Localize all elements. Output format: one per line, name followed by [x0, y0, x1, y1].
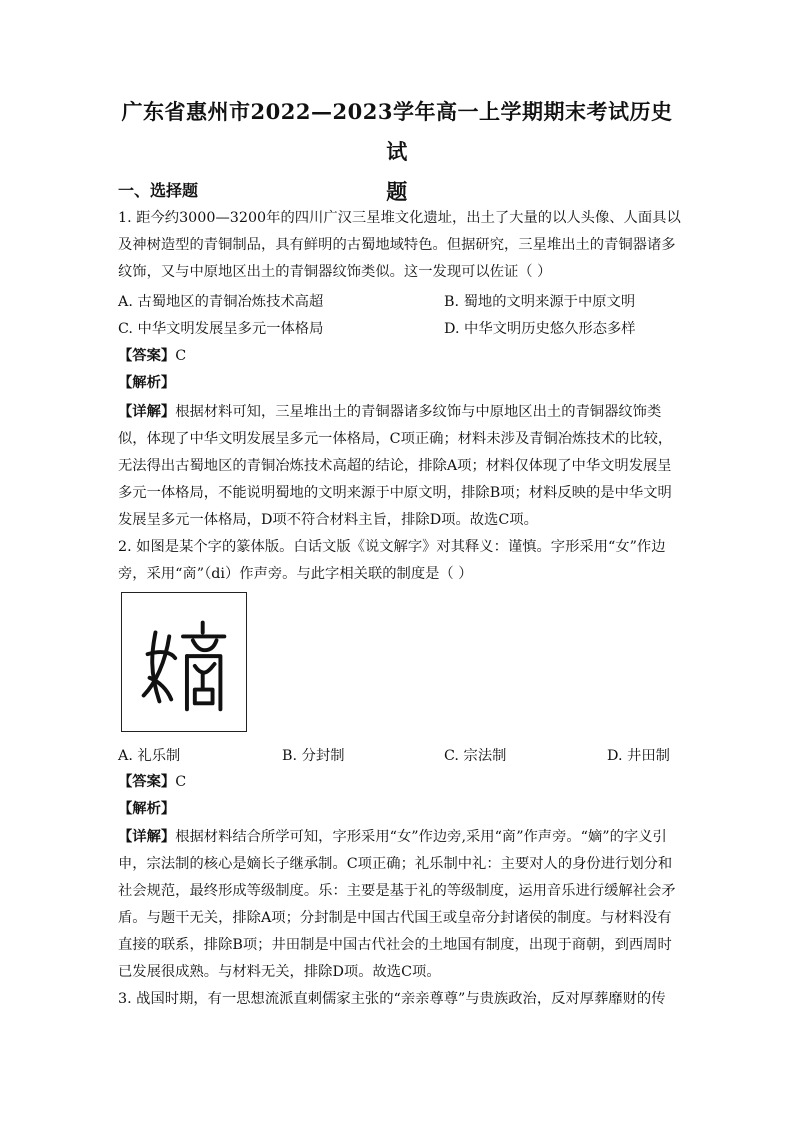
question-line: 及神树造型的青铜制品，具有鲜明的古蜀地域特色。但据研究，三星堆出土的青铜器诸多 — [118, 237, 676, 253]
question-line: 1. 距今约3000—3200年的四川广汉三星堆文化遗址，出土了大量的以人头像、人面具以 — [118, 210, 681, 226]
detail-line: 似，体现了中华文明发展呈多元一体格局，C项正确；材料未涉及青铜冶炼技术的比较， — [118, 431, 673, 447]
q2-option-c: C. 宗法制 — [444, 748, 507, 764]
detail-line: 【详解】根据材料可知，三星堆出土的青铜器诸多纹饰与中原地区出土的青铜器纹饰类 — [118, 404, 662, 420]
question-line: 3. 战国时期，有一思想流派直刺儒家主张的“亲亲尊尊”与贵族政治，反对厚葬靡财的传 — [118, 991, 666, 1007]
detail-line: 申，宗法制的核心是嫡长子继承制。C项正确；礼乐制中礼：主要对人的身份进行划分和 — [118, 856, 673, 872]
q2-analysis-label: 【解析】 — [118, 801, 176, 817]
title-line-1: 广东省惠州市2022—2023学年高一上学期期末考试历史试 — [121, 99, 673, 164]
detail-line: 直接的联系，排除B项；井田制是中国古代社会的土地国有制度，出现于商朝，到西周时 — [118, 937, 672, 953]
title-line-2: 题 — [386, 179, 408, 204]
detail-label: 【详解】 — [118, 404, 176, 420]
q1-detail — [118, 399, 678, 534]
answer-value: C — [175, 348, 187, 364]
section-heading: 一、选择题 — [118, 181, 199, 200]
q2-option-d: D. 井田制 — [607, 748, 670, 764]
question-2-stem — [118, 534, 678, 588]
answer-value: C — [175, 774, 187, 790]
detail-line: 发展呈多元一体格局，D项不符合材料主旨，排除D项。故选C项。 — [118, 512, 538, 528]
detail-line: 已发展很成熟。与材料无关，排除D项。故选C项。 — [118, 964, 441, 980]
detail-label: 【详解】 — [118, 829, 176, 845]
q2-answer — [118, 771, 186, 791]
answer-label: 【答案】 — [118, 774, 176, 790]
detail-line: 【详解】根据材料结合所学可知，字形采用“女”作边旁,采用“啇”作声旁。“嫡”的字义引 — [118, 829, 667, 845]
seal-script-character-image — [121, 592, 247, 732]
q2-detail — [118, 824, 678, 986]
q1-option-b: B. 蜀地的文明来源于中原文明 — [444, 294, 636, 310]
q1-answer — [118, 345, 186, 365]
detail-line: 盾。与题干无关，排除A项；分封制是中国古代国王或皇帝分封诸侯的制度。与材料没有 — [118, 910, 672, 926]
detail-line: 多元一体格局，不能说明蜀地的文明来源于中原文明，排除B项；材料反映的是中华文明 — [118, 485, 672, 501]
q2-option-b: B. 分封制 — [282, 748, 345, 764]
detail-line: 无法得出古蜀地区的青铜冶炼技术高超的结论，排除A项；材料仅体现了中华文明发展呈 — [118, 458, 672, 474]
q1-analysis-label: 【解析】 — [118, 375, 176, 391]
question-3-stem — [118, 986, 678, 1013]
q2-option-a: A. 礼乐制 — [118, 748, 181, 764]
answer-label: 【答案】 — [118, 348, 176, 364]
seal-character-drawing — [122, 593, 246, 731]
page-title — [118, 92, 676, 212]
q1-option-c: C. 中华文明发展呈多元一体格局 — [118, 321, 324, 337]
q1-option-a: A. 古蜀地区的青铜冶炼技术高超 — [118, 294, 324, 310]
question-line: 2. 如图是某个字的篆体版。白话文版《说文解字》对其释义：谨慎。字形采用“女”作边 — [118, 539, 666, 555]
question-1-stem — [118, 205, 681, 286]
question-line: 纹饰，又与中原地区出土的青铜器纹饰类似。这一发现可以佐证（ ） — [118, 264, 552, 280]
question-line: 旁，采用“啇”（di）作声旁。与此字相关联的制度是（ ） — [118, 566, 473, 582]
detail-line: 社会规范，最终形成等级制度。乐：主要是基于礼的等级制度，运用音乐进行缓解社会矛 — [118, 883, 676, 899]
q1-option-d: D. 中华文明历史悠久形态多样 — [444, 321, 636, 337]
